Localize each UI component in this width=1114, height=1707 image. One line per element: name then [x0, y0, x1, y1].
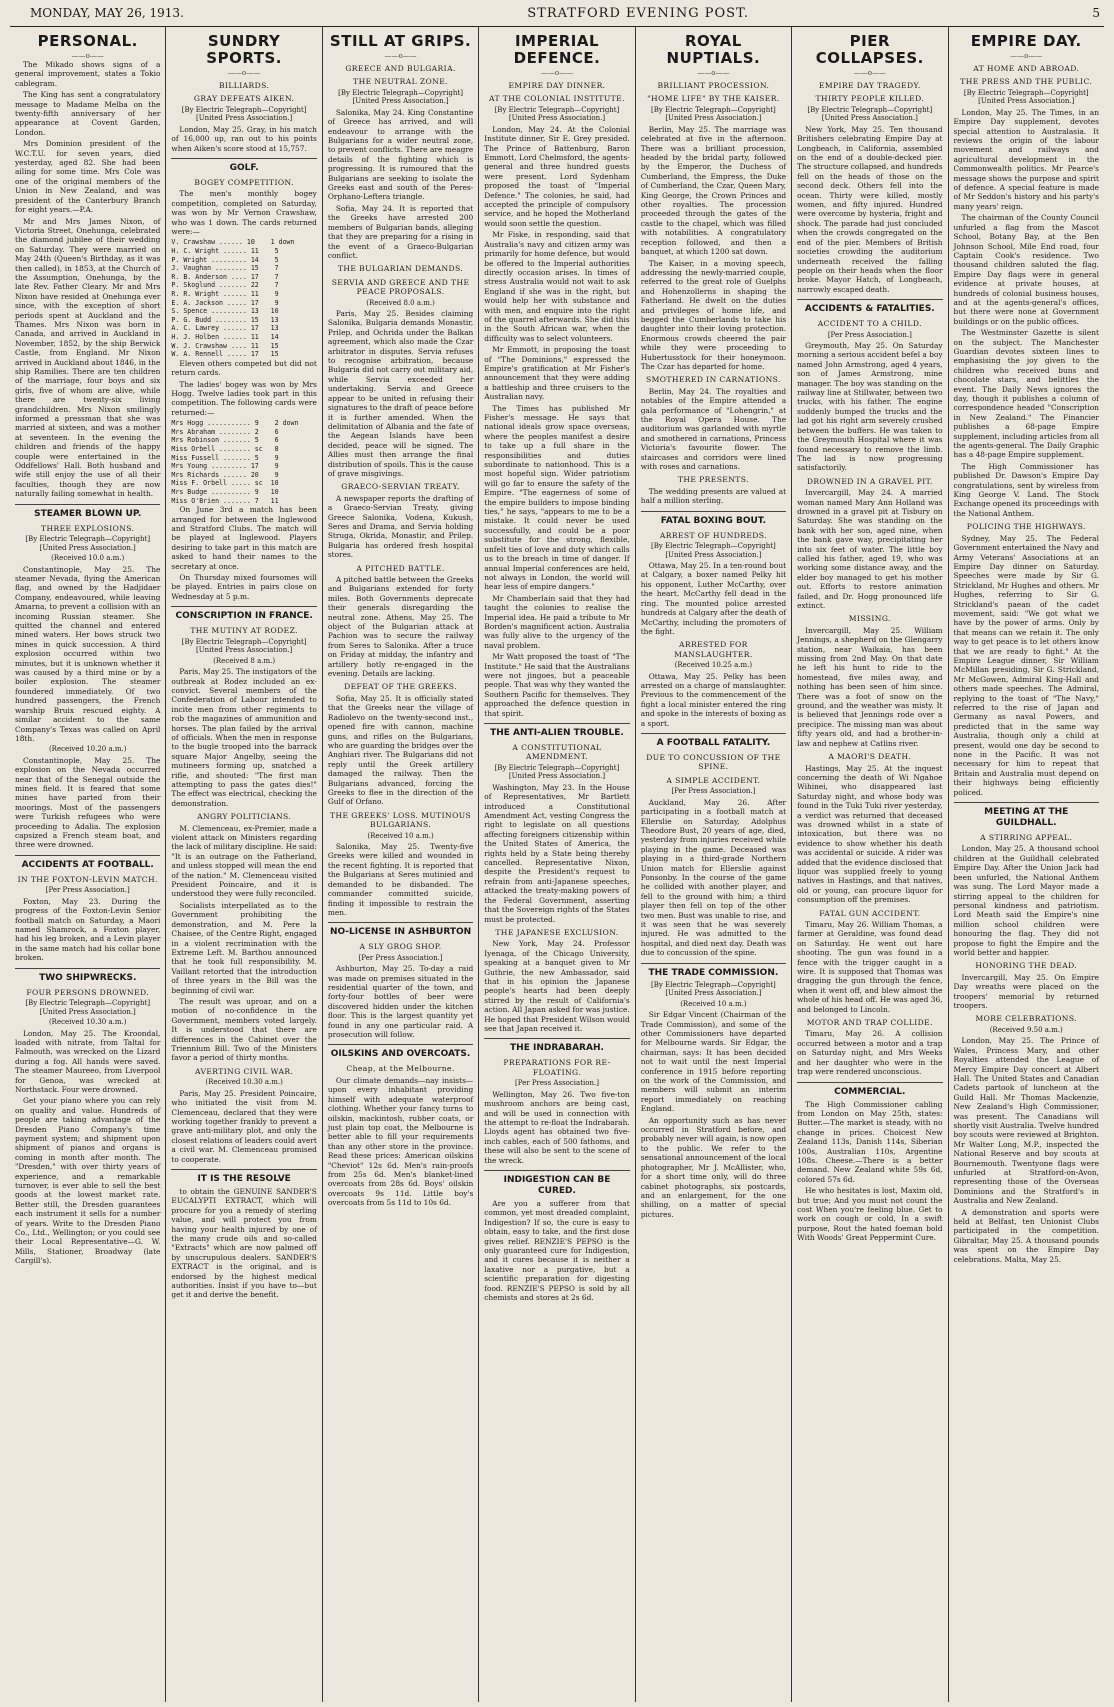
column-6: [792, 27, 948, 1702]
column-2: [166, 27, 322, 1702]
article-paragraph: The Mikado shows signs of a general improvement, states a Tokio cablegram.: [15, 60, 161, 88]
agency-credit: [Per Press Association.]: [358, 953, 443, 962]
article-paragraph: Paris, May 25. Besides claiming Salonika, Bulgaria demands Monastir, Prilep, and Ochrida under the Balkan agreement, which also made the Czar arbitrator in disputes. Servia refuses to recognise arbitration, because Bulgaria did not carry out military aid, while Servia exceeded her undertaking. Servia and Greece appear to be united in refusing their signatures to the draft of peace before it is further amended. When the delimitation of Albania and the fate of the Aegean Islands have been decided, peace will be signed. The Allies must then arrange the final distribution of spoils. This is the cause of grave misgivings.: [327, 309, 474, 478]
subheading: POLICING THE HIGHWAYS.: [966, 522, 1086, 532]
subheading: THIRTY PEOPLE KILLED.: [815, 94, 925, 104]
agency-credit: (Received 10.0 a.m.): [51, 554, 125, 563]
subheading: DUE TO CONCUSSION OF THE SPINE.: [646, 753, 781, 772]
column-1: [10, 27, 166, 1702]
article-paragraph: Sydney, May 25. The Federal Government entertained the Navy and Army Veterans' Associations at an Empire Day dinner on Saturday. Speeches were made by Sir G. Strickland, Mr Hughes and others. Mr Hughes, referring to Sir G. Strickland's paean of the cadet movement, said: "We got what we have by the power of arms. Only by that means can we retain it. The only way to get peace is to let others know that we are ready to fight." At the Empire League dinner, Sir William McMillan presiding, Sir G. Strickland, Mr McGowen, Admiral King-Hall and others made speeches. The Admiral, replying to the toast of "The Navy," referred to the rise of Japan and Germany as naval Powers, and predicted that in the same way Australia, though only a child at present, would one day be second to none in the Pacific. It was not necessary for him to repeat that Britain and Australia must depend on their highways being efficiently policed.: [953, 533, 1099, 797]
article-paragraph: A newspaper reports the drafting of a Graeco-Servian Treaty, giving Greece Salonika, Vodena, Kukush, Seres and Drama, and Servia holding Struga, Okrida, Monastir, and Prilep. Bulgaria has ordered fresh hospital stores.: [327, 493, 474, 560]
article-paragraph: An opportunity such as has never occurred in Stratford before, and probably never will again, is now open to the public. We refer to the sensational announcement of the local photographer, Mr J. McAllister, who, for a short time only, will do three cabinet photographs, six postcards, and an enlargement, for the one shilling, on a matter of special pictures.: [640, 1115, 787, 1219]
article-paragraph: Eleven others competed but did not return cards.: [171, 358, 317, 378]
article-paragraph: Invercargill, May 24. A married woman named Mary Ann Holland was drowned in a gravel pit at Tisbury on Saturday. She was standing on the bank with her son, aged nine, when the bank gave way, precipitating her into six feet of water. The little boy called his father, aged 19, who was working some distance away, and the elder boy managed to get his mother out. Efforts to restore animation failed, and Dr. Hogg pronounced life extinct.: [797, 488, 943, 610]
agency-credit: [Per Press Association.]: [671, 787, 756, 796]
agency-credit: [By Electric Telegraph—Copyright] [United Press Association.]: [651, 105, 776, 123]
subheading: "HOME LIFE" BY THE KAISER.: [647, 94, 780, 104]
subheading: THE JAPANESE EXCLUSION.: [495, 927, 619, 937]
masthead-date: MONDAY, MAY 26, 1913.: [30, 6, 184, 20]
article-paragraph: Constantinople, May 25. The explosion on the Nevada occurred near that of the Senegal outside the mines field. It is feared that some mines have parted from their moorings. Most of the passengers were Turkish refugees who were proceeding to Adalia. The explosion capsized a French steam boat, and three were drowned.: [15, 755, 161, 850]
article-paragraph: The ladies' bogey was won by Mrs Hogg. Twelve ladies took part in this competition. The following cards were returned:—: [171, 379, 317, 417]
agency-credit: [By Electric Telegraph—Copyright] [United Press Association.]: [963, 88, 1089, 106]
score-table: Mrs Hogg ........... 9 2 down Mrs Abraham ........ 2 6 Mrs Robinson ....... 5 6 Miss Orbell ........ sc 8 Miss Fussell ....... 5 9 Mrs Young ......... 17 9 Mrs Richards ...... 20 9 Miss F. Orbell ..... sc 10 Mrs Budge .......... 9 10 Miss O'Brien ....... 7 11: [171, 419, 299, 505]
article-paragraph: The Kaiser, in a moving speech, addressing the newly-married couple, referred to the great role of Guelphs and Hohenzollerns in shaping the Fatherland. He dwelt on the duties and privileges of home life, and begged the Cumberlands to take his daughter into their loving protection. Enormous crowds cheered the pair while they were proceeding to Hubertusstock for their honeymoon. The Czar has departed for home.: [640, 258, 787, 371]
agency-credit: (Received 10.30 a.m.): [205, 1078, 283, 1087]
article-paragraph: Auckland, May 26. After participating in a football match at Ellerslie on Saturday, Adolphus Theodore Bust, 20 years of age, died, yesterday from injuries received while playing in the game. Deceased was playing in a third-grade Northern Union match for Ellerslie against Ponsonby. In the course of the game he collided with another player, and fell to the ground with him; a third player then fell on top of the other two men. Bust was unable to rise, and it was seen that he was severely injured. He was admitted to the hospital, and died next day. Death was due to concussion of the spine.: [640, 797, 787, 958]
subheading: GRAECO-SERVIAN TREATY.: [341, 482, 460, 492]
subheading: HONORING THE DEAD.: [975, 961, 1078, 971]
article-paragraph: London, May 24. At the Colonial Institute dinner, Sir E. Grey presided. The Prince of Battenburg, Baron Emmott, Lord Chelmsford, the agents-general and three hundred guests were present. Lord Sydenham proposed the toast of "Imperial Defence." The colonies, he said, had accepted the principle of compulsory service, and he hoped the Motherland would soon settle the question.: [484, 124, 630, 228]
article-paragraph: Berlin, May 25. The marriage was celebrated at five in the afternoon. There was a brilliant procession, headed by the bridal party, followed by the Emperor, the Duchess of Cumberland, the Empress, the Duke of Cumberland, the Czar, Queen Mary, King George, the Crown Princes and other royalties. The procession proceeded through the gates of the castle to the chapel, which was filled with notabilities. A congratulatory reception followed, and then a banquet, at which 1200 sat down.: [640, 124, 787, 257]
article-paragraph: Mr Chamberlain said that they had taught the colonies to realise the Imperial idea. He paid a tribute to Mr Borden's magnificent action. Australia was fully alive to the urgency of the naval problem.: [484, 593, 630, 650]
agency-credit: [By Electric Telegraph—Copyright] [United Press Association.]: [25, 999, 151, 1016]
ornament-divider: ——o——: [697, 69, 730, 77]
column-heading: SUNDRY SPORTS.: [206, 32, 282, 67]
agency-credit: (Received 10 a.m.): [680, 999, 747, 1008]
agency-credit: (Received 8.0 a.m.): [366, 298, 435, 307]
article-paragraph: Invercargill, May 25. William Jennings, a shepherd on the Glengarry station, near Waikaia, has been missing from 2nd May. On that date he left his hunt to ride to the homestead, five miles away, and nothing has been seen of him since. There was a foot of snow on the ground, and the weather was misty. It is believed that Jennings rode over a precipice. The missing man was about fifty years old, and had a brother-in-law and nephew at Catlins river.: [797, 625, 943, 748]
subheading: A SLY GROG SHOP.: [359, 942, 442, 952]
agency-credit: [By Electric Telegraph—Copyright] [United Press Association.]: [494, 763, 620, 781]
score-table: V. Crawshaw ...... 10 1 down H. C. Wright ...... 11 5 P. Wright ......... 14 5 J. Vaughan ........ 15 7 R. B. Anderson .... 17 7 P. Skoglund ....... 22 7 R. R. Wright ...... 11 9 E. A. Jackson ..... 17 9 S. Spence ......... 13 10 P. G. Budd ........ 15 13 A. C. Lawrey ...... 17 13 H. J. Holben ...... 11 14 W. J. Crawshaw .... 11 15 W. A. Rennell ..... 17 15: [171, 238, 295, 359]
subheading: A PITCHED BATTLE.: [356, 563, 445, 573]
section-heading: THE ANTI-ALIEN TROUBLE.: [484, 723, 629, 739]
ornament-divider: ——o——: [853, 69, 886, 77]
column-heading: STILL AT GRIPS.: [329, 32, 472, 50]
article-paragraph: Mr and Mrs James Nixon, of Victoria Street, Onehunga, celebrated the diamond jubilee of their wedding on Saturday. They were married on May 24th (Queen's Birthday, as it was then called), in 1853, at the Church of the Assumption, Onehunga, by the late Rev. Father Cleary. Mr and Mrs Nixon have resided at Onehunga ever since, with the exception of short periods spent at Auckland and the Thames. Mrs Nixon was born in Canada, and arrived in Auckland in November, 1852, by the ship Berwick Castle, from England. Mr Nixon arrived in Auckland about 1846, in the ship Ramilies. There are ten children of the marriage, four boys and six girls, five of whom are alive, while there are twenty-six living grandchildren. Mrs Nixon smilingly informed a pressman that she was married at sixteen, and was a mother at seventeen. In the evening the children and friends of the happy couple were entertained in the Oddfellows' Hall. Both husband and wife still enjoy the use of all their faculties, though they are now naturally failing somewhat in health.: [15, 216, 161, 499]
subheading: A STIRRING APPEAL.: [980, 833, 1073, 843]
subheading: THE PRESENTS.: [677, 475, 749, 485]
article-paragraph: The High Commissioner has published Dr. Dawson's Empire Day congratulations, sent by wireless from King George V. Land. The Stock Exchange opened its proceedings with the National Anthem.: [953, 461, 1099, 518]
article-paragraph: London, May 25. Gray, in his match of 16,000 up, ran out to his points when Aiken's score stood at 15,757.: [171, 124, 317, 153]
section-heading: A FOOTBALL FATALITY.: [641, 733, 786, 749]
article-paragraph: A demonstration and sports were held at Belfast, ten Unionist Clubs participated in the competition. Gibraltar, May 25. A thousand pounds was spent on the Empire Day celebrations. Malta, May 25.: [953, 1207, 1099, 1264]
subheading: EMPIRE DAY TRAGEDY.: [818, 81, 921, 90]
column-3: [323, 27, 479, 1702]
subheading: PREPARATIONS FOR RE-FLOATING.: [503, 1058, 611, 1077]
columns-container: [10, 27, 1104, 1702]
subheading: A MAORI'S DEATH.: [828, 752, 912, 762]
subheading: BILLIARDS.: [218, 81, 270, 90]
article-paragraph: The wedding presents are valued at half a million sterling.: [640, 486, 787, 506]
subheading: THE GREEKS' LOSS. MUTINOUS BULGARIANS.: [330, 810, 472, 830]
section-heading: OILSKINS AND OVERCOATS.: [328, 1044, 473, 1060]
agency-credit: [By Electric Telegraph—Copyright] [United Press Association.]: [651, 980, 776, 998]
article-paragraph: Salonika, May 24. King Constantine of Greece has arrived, and will endeavour to arrange with the Bulgarians for a wider neutral zone, to prevent conflicts. There are meagre details of the fighting which is progressing. It is rumoured that the Bulgarians are seeking to isolate the Greeks east and south of the Peres-Orphano-Leftera triangle.: [327, 107, 474, 202]
subheading: AT THE COLONIAL INSTITUTE.: [489, 94, 625, 104]
subheading: MOTOR AND TRAP COLLIDE.: [806, 1018, 933, 1028]
article-paragraph: Socialists interpellated as to the Government prohibiting the demonstration, and M. Pere la Chaisee, of the Centre Right, engaged in a violent recrimination with the Extreme Left. M. Barthou announced that he took full responsibility. M. Vaillant retorted that the introduction of three years in the Bill was the beginning of civil war.: [171, 900, 317, 995]
subheading: DROWNED IN A GRAVEL PIT.: [806, 476, 933, 486]
article-paragraph: Ottawa, May 25. In a ten-round bout at Calgary, a boxer named Pelky hit his opponent, Luther McCarthy, over the heart. McCarthy fell dead in the ring. The mounted police arrested hundreds at Calgary after the death of McCarthy, including the promoters of the fight.: [640, 561, 787, 636]
section-heading: THE TRADE COMMISSION.: [641, 963, 786, 979]
subheading: THE PRESS AND THE PUBLIC.: [960, 77, 1093, 87]
section-heading: ACCIDENTS AT FOOTBALL.: [15, 855, 160, 871]
agency-credit: [By Electric Telegraph—Copyright] [United Press Association.]: [181, 105, 307, 123]
column-heading: ROYAL NUPTIALS.: [666, 32, 761, 67]
subheading: AVERTING CIVIL WAR.: [194, 1066, 294, 1076]
article-paragraph: Our climate demands—nay insists—upon every inhabitant providing himself with adequate waterproof clothing. Whether your fancy turns to oilskin, mackintosh, rubber coats, or just plain top coat, the Melbourne is better able to fill your requirements than any other store in the province. Read these prices: American oilskins "Cheviot" 12s 6d. Men's rain-proofs from 25s 6d. Men's blanket-lined overcoats from 28s 6d. Boys' oilskin overcoats 9s 11d. Little boy's overcoats from 5s 11d to 10s 6d.: [327, 1075, 474, 1208]
agency-credit: (Received 10.30 a.m.): [48, 1018, 127, 1027]
ornament-divider: ——o——: [228, 69, 261, 77]
article-paragraph: Ashburton, May 25. To-day a raid was made on premises situated in the residential quarter of the town, and forty-four bottles of beer were discovered hidden under the kitchen floor. This is the largest quantity yet found in any one particular raid. A prosecution will follow.: [327, 964, 474, 1040]
subheading: GREECE AND BULGARIA.: [345, 64, 456, 73]
agency-credit: [By Electric Telegraph—Copyright] [United Press Association.]: [494, 105, 620, 123]
article-paragraph: The men's monthly bogey competition, completed on Saturday, was won by Mr Vernon Crawshaw, who was 1 down. The cards returned were:—: [171, 189, 317, 237]
column-heading: IMPERIAL DEFENCE.: [513, 32, 601, 67]
ornament-divider: ——o——: [540, 69, 574, 77]
masthead-page-number: 5: [1092, 6, 1100, 20]
article-paragraph: Washington, May 23. In the House of Representatives, Mr Bartlett introduced a Constitutional Amendment Act, vesting Congress the right to legislate on all questions affecting foreigners citizenship within the United States of America, the rights held by a State being thereby cancelled. Representative Nixon, despite the President's request to refrain from anti-Japanese speeches, attacked the treaty-making powers of the Federal Government, asserting that the Sovereign rights of the States must be protected.: [484, 782, 630, 924]
article-paragraph: Get your piano where you can rely on quality and value. Hundreds of people are taking advantage of the Dresden Piano Company's time payment system; and shipment upon shipment of pianos and organs is coming in month after month. The "Dresden," with over thirty years of experience, and a remarkable turnover, is ever able to sell the best goods at the lowest market rate. Better still, the Dresden guarantees each instrument it sells for a number of years. Write to the Dresden Piano Co., Ltd., Wellington; or you could see their Local Representative—G. W. Mills, Stationer, Broadway (late Cargill's).: [15, 1096, 161, 1266]
article-paragraph: He who hesitates is lost, Maxim old, but true; And you must not count the cost When you're feeling blue. Get to work on cough or cold, In a swift purpose, Rout the hated foeman bold With Woods' Great Peppermint Cure.: [797, 1186, 943, 1243]
article-paragraph: Berlin, May 24. The royalties and notables of the Empire attended a gala performance of "Lohengrin," at the Royal Opera House. The auditorium was garlanded with myrtle and smothered in carnations, Princess Victoria's favourite flower. The staircases and corridors were lined with roses and carnations.: [640, 386, 787, 472]
section-heading: COMMERCIAL.: [797, 1082, 942, 1098]
article-paragraph: Foxton, May 23. During the progress of the Foxton-Levin Senior football match on Saturday, a Maori named Shamrock, a Foxton player, had his leg broken, and a Levin player in the same match had his collar bone broken.: [15, 896, 161, 963]
article-paragraph: London, May 25. A thousand school children at the Guildhall celebrated Empire Day. After the Union Jack had been unfurled, the National Anthem was sung. The Lord Mayor made a stirring appeal to the children for personal kindness and patriotism. Lord Meath said the Empire's nine million school children were honouring the flag. They did not propose to fight the Empire and the world better and happier.: [953, 844, 1099, 957]
agency-credit: [By Electric Telegraph—Copyright] [United Press Association.]: [25, 535, 151, 552]
article-paragraph: Paris, May 25. The instigators of the outbreak at Rodez included an ex-convict. Several members of the Confederation of Labour intended to incite men from other regiments to rob the magazines of ammunition and horses. The plan failed by the arrival of officials. When the men in response to the bugle trooped into the barrack square Major Angelby, seeing the mutineers forming up, snatched a rifle, and shouted: "The first man attempting to pass the gates dies!" The effect was electrical, checking the demonstration.: [171, 667, 317, 808]
agency-credit: (Received 10 a.m.): [367, 831, 434, 840]
article-paragraph: The Times has published Mr Fisher's message. He says that national ideals grow space overseas, where the peoples manifest a desire to take up a full share in the responsibilities and duties subordinate to nationhood. This is a most hopeful sign. Wider patriotism will go far to ensure the safety of the Empire. "The eagerness of some of the empire builders to impose binding ties," he says, "appears to me to be a mistake. It could never be used successfully, and could be a poor substitute for the strong, flexible, unfelt ties of love and duty which calls us to the breach in time of danger. If annual Imperial conferences are held, not always in London, the world will hear less of empire dangers.": [484, 403, 630, 592]
section-heading: MEETING AT THE GUILDHALL.: [954, 802, 1099, 829]
subheading: ARRESTED FOR MANSLAUGHTER.: [674, 640, 753, 659]
agency-credit: [By Electric Telegraph—Copyright] [United Press Association.]: [338, 88, 463, 106]
section-heading: CONSCRIPTION IN FRANCE.: [171, 606, 316, 622]
subheading: BRILLIANT PROCESSION.: [657, 81, 770, 90]
article-paragraph: Invercargill, May 25. On Empire Day wreaths were placed on the troopers' memorial by returned troopers.: [953, 972, 1099, 1010]
section-heading: THE INDRABARAH.: [484, 1038, 629, 1054]
article-paragraph: London, May 25. The Prince of Wales, Princess Mary, and other Royalties attended the League of Mercy Empire Day concert at Albert Hall. The United States and Canadian Cadets partook of luncheon at the Guild Hall. Mr Thomas Mackenzie, New Zealand's High Commissioner, was present. The Canadians will shortly visit Australia. Twelve hundred boy scouts were reviewed at Brighton. Mr Walter Long, M.P., inspected the National Reserve and boy scouts at Bournemouth. Twentyone flags were unfurled at Stratford-on-Avon, representing those of the Overseas Dominions and the Stratford's in Australia and New Zealand.: [953, 1036, 1099, 1206]
subheading: SMOTHERED IN CARNATIONS.: [645, 375, 781, 385]
subheading: GRAY DEFEATS AIKEN.: [193, 94, 295, 104]
column-heading: EMPIRE DAY.: [970, 32, 1082, 50]
article-paragraph: The result was uproar, and on a motion of no-confidence in the Government, members voted largely. It is understood that there are differences in the Cabinet over the Triennium Bill. Two of the Ministers favor a period of thirty months.: [171, 996, 317, 1063]
subheading: MORE CELEBRATIONS.: [975, 1014, 1077, 1024]
section-heading: INDIGESTION CAN BE CURED.: [484, 1170, 629, 1197]
article-paragraph: Salonika, May 25. Twenty-five Greeks were killed and wounded in the recent fighting. It is reported that the Bulgarians at Seres mutinied and demanded to be disbanded. The commander committed suicide, finding it impossible to restrain the men.: [327, 842, 474, 917]
ornament-divider: ——o——: [384, 52, 417, 60]
subheading: ACCIDENT TO A CHILD.: [817, 319, 922, 329]
agency-credit: (Received 10.20 a.m.): [48, 745, 127, 754]
article-paragraph: Wellington, May 26. Two five-ton mushroom anchors are being cast, and will be used in connection with the attempt to re-float the Indrabarah. Lloyds agent has obtained two five-inch cables, each of 500 fathoms, and these will also be sent to the scene of the wreck.: [484, 1089, 630, 1165]
section-heading: GOLF.: [171, 158, 316, 174]
article-paragraph: The Westminster Gazette is silent on the subject. The Manchester Guardian devotes sixteen lines to emphasising the joy given to the children who received buns and chocolate stars, and belittles the event. The Daily News ignores the day, though it publishes a column of correspondence headed "Conscription in New Zealand." The Financier publishes a 68-page Empire supplement, including articles from all the agents-general. The Daily Graphic has a 48-page Empire supplement.: [953, 328, 1099, 460]
agency-credit: (Received 9.50 a.m.): [989, 1025, 1063, 1034]
column-heading: PIER COLLAPSES.: [815, 32, 924, 67]
article-paragraph: Greymouth, May 25. On Saturday morning a serious accident befel a boy named John Armstrong, aged 4 years, son of James Armstrong, mine manager. The boy was standing on the railway line at Stillwater, between two trucks, with his father. The engine suddenly bumped the trucks and the lad got his right arm severely crushed between the buffers. He was taken to the Greymouth Hospital where it was found necessary to remove the limb. The lad is now progressing satisfactorily.: [797, 341, 943, 473]
article-paragraph: London, May 25. The Times, in an Empire Day supplement, devotes special attention to Australasia. It reviews the origin of the labour movement and railways and agricultural development in the Commonwealth politics. Mr Pearce's message shows the purpose and spirit of defence. A special feature is made of Mr Seddon's history and his party's many years' reign.: [953, 107, 1099, 211]
section-heading: IT IS THE RESOLVE: [171, 1169, 316, 1185]
masthead: [10, 6, 1104, 27]
article-paragraph: to obtain the GENUINE SANDER'S EUCALYPTI EXTRACT, which will procure for you a remedy of sterling value, and will protect you from having your health injured by one of the many crude oils and so-called "Extracts" which are now palmed off by unscrupulous dealers. SANDER'S EXTRACT is the original, and is endorsed by the highest medical authorities. Insist if you have to—but get it and derive the benefit.: [171, 1186, 317, 1300]
subheading: THE MUTINY AT RODEZ.: [190, 626, 298, 636]
agency-credit: [By Electric Telegraph—Copyright] [United Press Association.]: [181, 637, 307, 655]
subheading: MISSING.: [848, 614, 891, 624]
subheading: BOGEY COMPETITION.: [194, 178, 294, 188]
article-paragraph: New York, May 25. Ten thousand Britishers celebrating Empire Day at Longbeach, in California, assembled on the end of a double-decked pier. The structure collapsed, and hundreds fell on the heads of those on the second deck. Others fell into the ocean. Thirty were killed, mostly women, and fifty injured. Hundred were overcome by hysteria, fright and shock. The parade had just concluded when the crowds congregated on the end of the pier. Members of British societies crowding the auditorium underneath received the falling people on their heads when the floor broke. Mayor Hatch, of Longbeach, narrowly escaped death.: [797, 124, 943, 294]
article-paragraph: On Thursday mixed foursomes will be played. Entries in pairs close on Wednesday at 5 p.m.: [171, 573, 317, 601]
article-paragraph: On June 3rd a match has been arranged for between the Inglewood and Stratford Clubs. The match will be played at Inglewood. Players desiring to take part in this match are asked to hand their names to the secretary at once.: [171, 505, 317, 571]
subheading: ANGRY POLITICIANS.: [197, 812, 292, 822]
article-paragraph: Sir Edgar Vincent (Chairman of the Trade Commission), and some of the other Commissioners have departed for Melbourne wards. Sir Edgar, the chairman, says: It has been decided not to wait until the next Imperial conference in 1915 before reporting on the work of the Commission, and members will submit an interim report immediately on reaching England.: [640, 1010, 787, 1114]
agency-credit: (Received 8 a.m.): [213, 656, 276, 665]
agency-credit: [By Electric Telegraph—Copyright] [United Press Association.]: [651, 542, 776, 559]
column-5: [636, 27, 792, 1702]
subheading: THE NEUTRAL ZONE.: [353, 77, 448, 87]
article-paragraph: Paris, May 25. President Poincaire, who initiated the visit from M. Clemenceau, declared that they were working together frankly to prevent a grave anti-military plot, and only the closest relations of leaders could avert a civil war. M. Clemenceau promised to cooperate.: [171, 1088, 317, 1164]
article-paragraph: The chairman of the County Council unfurled a flag from the Mascot School, Botany Bay, at the Ben Johnson School, Mile End road, four Captain Cook's residence. Two thousand children saluted the flag. Empire Day flags were in general evidence at private houses, at hundreds of colonial business houses, and at the agents-general's offices, but there were none at Government buildings or on the public offices.: [953, 213, 1099, 326]
section-heading: NO-LICENSE IN ASHBURTON: [328, 922, 473, 938]
article-paragraph: Mrs Dominion president of the W.C.T.U. for seven years, died yesterday, aged 82. She had been ailing for some time. Mrs Cole was one of the original members of the Union in New Zealand, and was president of the Canterbury Branch for eight years.—P.A.: [15, 139, 161, 215]
article-paragraph: Mr Emmott, in proposing the toast of "The Dominions," expressed the Empire's gratification at Mr Fisher's announcement that they were adding a battleship and three cruisers to the Australian navy.: [484, 345, 630, 402]
article-paragraph: Constantinople, May 25. The steamer Nevada, flying the American flag, and owned by the Hadjidaer Company, endeavoured, while leaving Amarna, to prevent a collision with an incoming Russian steamer. She quitted the channel and entered mined waters. Her bows struck two mines in quick succession. A third explosion occurred within two minutes, but it is unknown whether it was caused by a third mine or by a boiler explosion. The steamer foundered immediately. Of two hundred passengers, the French warship Bruix rescued eighty. A similar accident to the same Company's Texas was called on April 18th.: [15, 564, 161, 743]
agency-credit: [By Electric Telegraph—Copyright] [United Press Association.]: [807, 105, 933, 123]
article-paragraph: The King has sent a congratulatory message to Madame Melba on the twenty-fifth anniversary of her appearance at Covent Garden, London.: [15, 90, 161, 137]
article-paragraph: London, May 25. The Kroondal, loaded with nitrate, from Taltal for Falmouth, was wrecked on the Lizard during a fog. All hands were saved. The steamer Maureeo, from Liverpool for Genoa, was wrecked at Northstack. Four were drowned.: [15, 1028, 161, 1094]
article-paragraph: Ottawa, May 25. Pelky has been arrested on a charge of manslaughter. Previous to the commencement of the fight a local minister entered the ring and spoke in the interests of boxing as a sport.: [640, 671, 787, 728]
section-heading: STEAMER BLOWN UP.: [15, 504, 160, 520]
section-heading: ACCIDENTS & FATALITIES.: [797, 299, 942, 315]
article-paragraph: Mr Watt proposed the toast of "The Institute." He said that the Australians were not jingoes, but a peaceable people. That was why they wanted the Southern Pacific for themselves. They approached the defence question in that spirit.: [484, 652, 630, 718]
article-paragraph: Timaru, May 26. William Thomas, a farmer at Geraldine, was found dead on Saturday. He went out hare shooting. The gun was found in a fence with the trigger caught in a wire. It is supposed that Thomas was dragging the gun through the fence, when it went off, and blew almost the whole of his head off. He was aged 36, and belonged to Lincoln.: [797, 920, 943, 1014]
article-paragraph: M. Clemenceau, ex-Premier, made a violent attack on Ministers regarding the lack of military discipline. He said: "It is an outrage on the Fatherland, and unless stopped will mean the end of the nation." M. Clemenceau visited President Poincaire, and it is understood they were fully reconciled.: [171, 823, 317, 899]
column-7: [949, 27, 1104, 1702]
agency-credit: (Received 10.25 a.m.): [674, 661, 753, 670]
subheading: IN THE FOXTON-LEVIN MATCH.: [17, 874, 158, 884]
section-heading: FATAL BOXING BOUT.: [641, 511, 786, 527]
subheading: AT HOME AND ABROAD.: [973, 64, 1080, 73]
subheading: Cheap, at the Melbourne.: [346, 1064, 455, 1074]
agency-credit: [Per Press Association.]: [514, 1079, 599, 1088]
article-paragraph: Mr Fiske, in responding, said that Australia's navy and citizen army was primarily for home defence, but would be offered to the Imperial authorities directly occasion arises. In times of stress Australia would not wait to ask England if she was in the right, but would help her with substance and with men, and enquire into the right of the quarrel afterwards. She did this in the South African war, when the difficulty was to select volunteers.: [484, 230, 630, 343]
article-paragraph: A pitched battle between the Greeks and Bulgarians extended for forty miles. Both Governments deprecate their generals disregarding the neutral zone. Athens, May 25. The object of the Bulgarian attack at Pachion was to secure the railway from Seres to Salonika. After a truce on Friday at midday, the infantry and artillery hotly re-engaged in the evening. Details are lacking.: [327, 575, 474, 679]
subheading: THREE EXPLOSIONS.: [40, 523, 135, 533]
subheading: A CONSTITUTIONAL AMENDMENT.: [512, 743, 602, 762]
subheading: FATAL GUN ACCIDENT.: [819, 908, 921, 918]
ornament-divider: ——o——: [71, 52, 104, 60]
agency-credit: [Per Press Association.]: [827, 330, 912, 339]
subheading: ARREST OF HUNDREDS.: [659, 530, 767, 540]
article-paragraph: Hastings, May 25. At the inquest concerning the death of Wi Ngahoe Wihinei, who disappeared last Saturday night, and whose body was found in the Tuki Tuki river yesterday, a verdict was returned that deceased was drowned whilst in a state of intoxication, but there was no evidence to show whether his death was accidental or suicide. A rider was added that the evidence disclosed that liquor was supplied freely to young natives in Hastings, and that natives, old or young, can procure liquor for consumption off the premises.: [797, 763, 943, 905]
column-4: [479, 27, 635, 1702]
subheading: FOUR PERSONS DROWNED.: [26, 987, 150, 997]
subheading: A SIMPLE ACCIDENT.: [666, 775, 761, 785]
ornament-divider: ——o——: [1010, 52, 1043, 60]
article-paragraph: New York, May 24. Professor Iyenaga, of the Chicago University, speaking at a banquet given to Mr Guthrie, the new Ambassador, said that in his opinion the Japanese people's hearts had been deeply stirred by the result of California's action. All Japan asked for was justice. He hoped that President Wilson would see that Japan received it.: [484, 939, 630, 1033]
article-paragraph: The High Commissioner cabling from London on May 25th, states: Butter.—The market is steady, with no change in prices. Choicest New Zealand 113s, Danish 114s, Siberian 100s, Australian 110s, Argentine 108s. Cheese.—There is a better demand. New Zealand white 59s 6d, colored 57s 6d.: [797, 1099, 943, 1184]
section-heading: TWO SHIPWRECKS.: [15, 968, 160, 984]
column-heading: PERSONAL.: [37, 32, 138, 50]
article-paragraph: Sofia, May 25. It is officially stated that the Greeks near the village of Radiolevo on the twenty-second inst., opened fire with cannon, machine guns, and rifles on the Bulgarians, who are guarding the bridges over the Anghiari river. The Bulgarians did not reply until the Greek artillery damaged the railway. Then the Bulgarians advanced, forcing the Greeks to flee in the direction of the Gulf of Orfano.: [327, 693, 474, 807]
article-paragraph: Are you a sufferer from that common, yet most dreaded complaint, Indigestion? If so, the cure is easy to obtain, easy to take, and the first dose gives relief. RENZIE'S PEPSO is the only guaranteed cure for Indigestion, and it cures because it is neither a laxative nor a purgative, but a scientific preparation for digesting food. RENZIE'S PEPSO is sold by all chemists and stores at 2s 6d.: [484, 1198, 630, 1302]
article-paragraph: Timaru, May 26. A collision occurred between a motor and a trap on Saturday night, and Mrs Weeks and her daughter who were in the trap were rendered unconscious.: [797, 1029, 943, 1077]
subheading: EMPIRE DAY DINNER.: [508, 81, 606, 90]
article-paragraph: Sofia, May 24. It is reported that the Greeks have arrested 200 members of Bulgarian bands, alleging that they are preparing for a rising in the event of a Graeco-Bulgarian conflict.: [327, 203, 474, 260]
subheading: SERVIA AND GREECE AND THE PEACE PROPOSALS.: [331, 277, 470, 297]
subheading: THE BULGARIAN DEMANDS.: [337, 264, 464, 274]
subheading: DEFEAT OF THE GREEKS.: [344, 682, 457, 692]
agency-credit: [Per Press Association.]: [45, 886, 130, 895]
masthead-paper-title: STRATFORD EVENING POST.: [527, 6, 749, 21]
